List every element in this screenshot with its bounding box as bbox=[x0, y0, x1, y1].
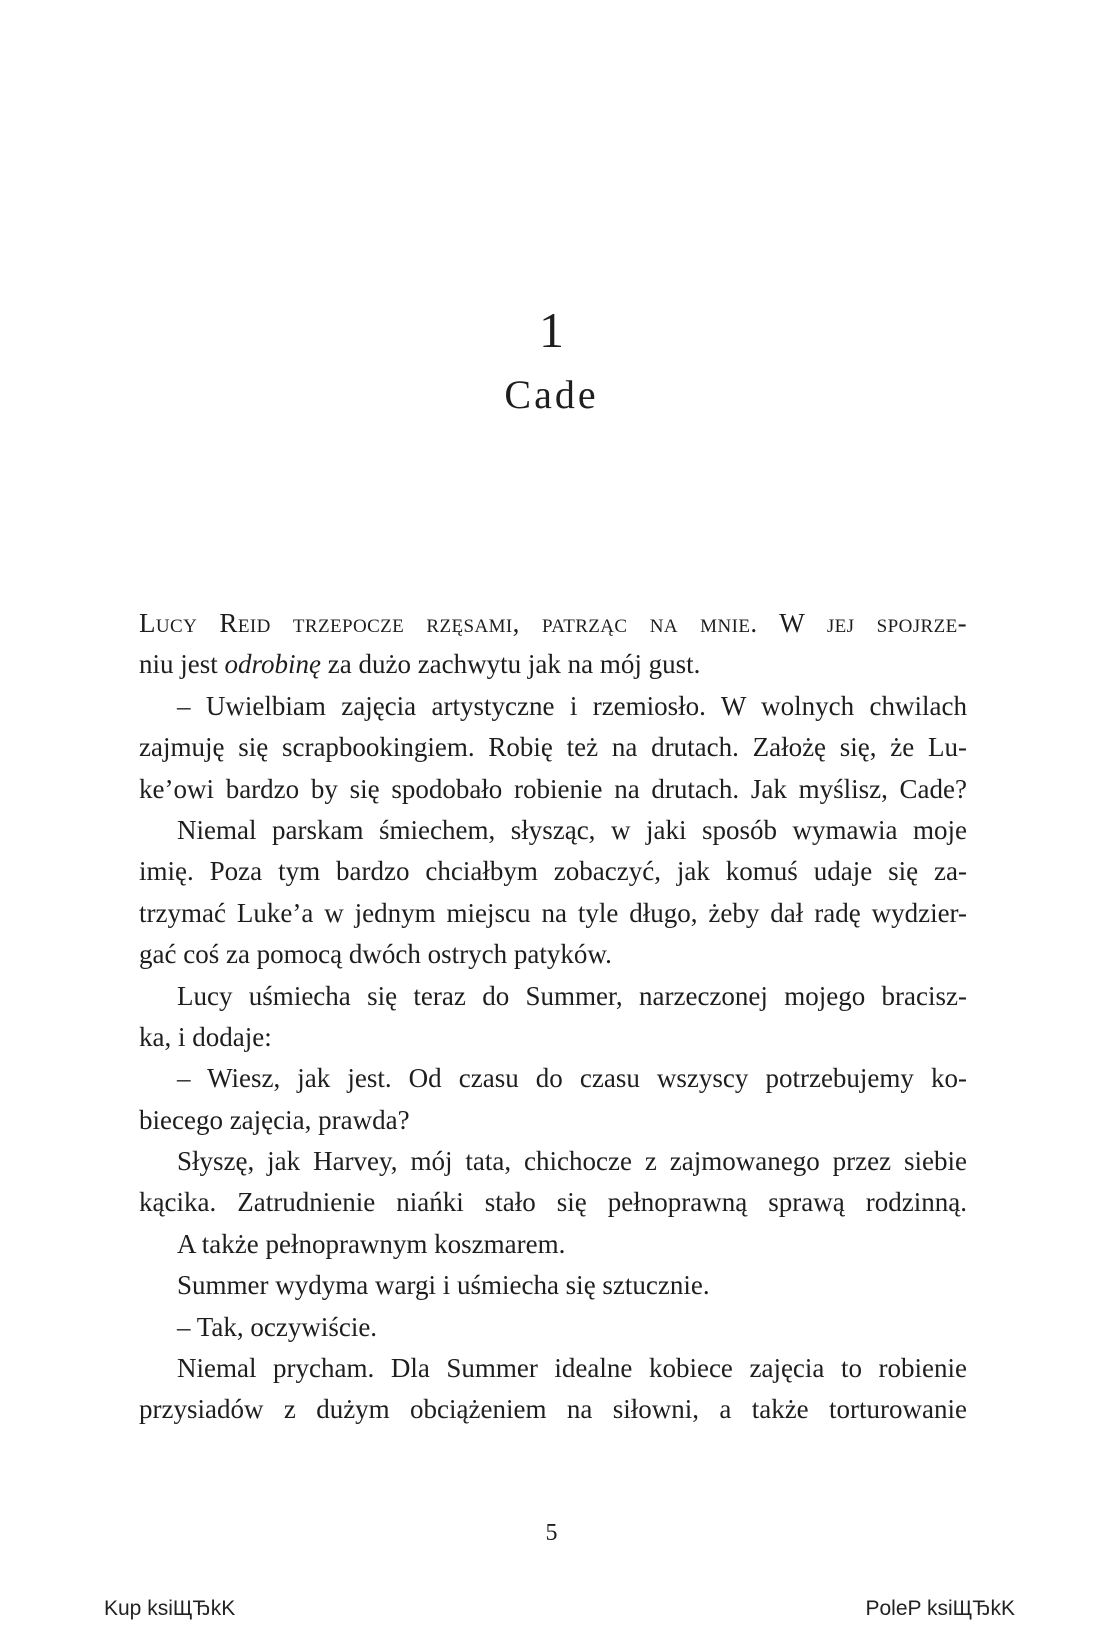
text-line: ke’owi bardzo by się spodobało robienie na drutach. Jak myślisz, Cade? bbox=[139, 773, 967, 804]
emphasis-word: odrobinę bbox=[224, 649, 321, 680]
text-line bbox=[139, 644, 967, 685]
text-line: Słyszę, jak Harvey, mój tata, chichocze z zajmowanego przez siebie bbox=[177, 1146, 967, 1177]
text-line: A także pełnoprawnym koszmarem. bbox=[177, 1228, 566, 1259]
text-line: Lucy uśmiecha się teraz do Summer, narzeczonej mojego bracisz- bbox=[177, 980, 967, 1011]
text-line: – Uwielbiam zajęcia artystyczne i rzemiosło. W wolnych chwilach bbox=[177, 690, 967, 721]
text-line: Niemal parskam śmiechem, słysząc, w jaki sposób wymawia moje bbox=[177, 814, 967, 845]
text-fragment: za dużo zachwytu jak na mój gust. bbox=[321, 649, 701, 680]
body-text bbox=[139, 603, 967, 1431]
text-line: przysiadów z dużym obciążeniem na siłowni, a także torturowanie bbox=[139, 1394, 967, 1425]
text-line: Summer wydyma wargi i uśmiecha się sztucznie. bbox=[177, 1270, 710, 1301]
chapter-number: 1 bbox=[539, 302, 564, 358]
page-number: 5 bbox=[545, 1520, 558, 1546]
text-line: kącika. Zatrudnienie niańki stało się pełnoprawną sprawą rodzinną. bbox=[139, 1187, 967, 1218]
text-line: biecego zajęcia, prawda? bbox=[139, 1104, 410, 1135]
text-line: imię. Poza tym bardzo chciałbym zobaczyć, jak komuś udaje się za- bbox=[139, 856, 967, 887]
text-line: Niemal prycham. Dla Summer idealne kobiece zajęcia to robienie bbox=[177, 1353, 967, 1384]
footer-buy-link[interactable]: Kup ksiЩЂkK bbox=[104, 1597, 236, 1620]
text-line: – Tak, oczywiście. bbox=[177, 1311, 378, 1342]
footer-recommend-link[interactable]: PoleP ksiЩЂkK bbox=[865, 1597, 1015, 1620]
opening-line: Lucy Reid trzepocze rzęsami, patrząc na mnie. W jej spojrze- bbox=[139, 608, 967, 638]
chapter-title: Cade bbox=[504, 372, 599, 417]
text-line: ka, i dodaje: bbox=[139, 1021, 272, 1052]
text-line: trzymać Luke’a w jednym miejscu na tyle długo, żeby dał radę wydzier- bbox=[139, 897, 967, 928]
text-line: gać coś za pomocą dwóch ostrych patyków. bbox=[139, 939, 612, 970]
text-fragment: niu jest bbox=[139, 649, 225, 680]
text-line: zajmuję się scrapbookingiem. Robię też na drutach. Założę się, że Lu- bbox=[139, 732, 967, 763]
text-line: – Wiesz, jak jest. Od czasu do czasu wszyscy potrzebujemy ko- bbox=[177, 1063, 967, 1094]
